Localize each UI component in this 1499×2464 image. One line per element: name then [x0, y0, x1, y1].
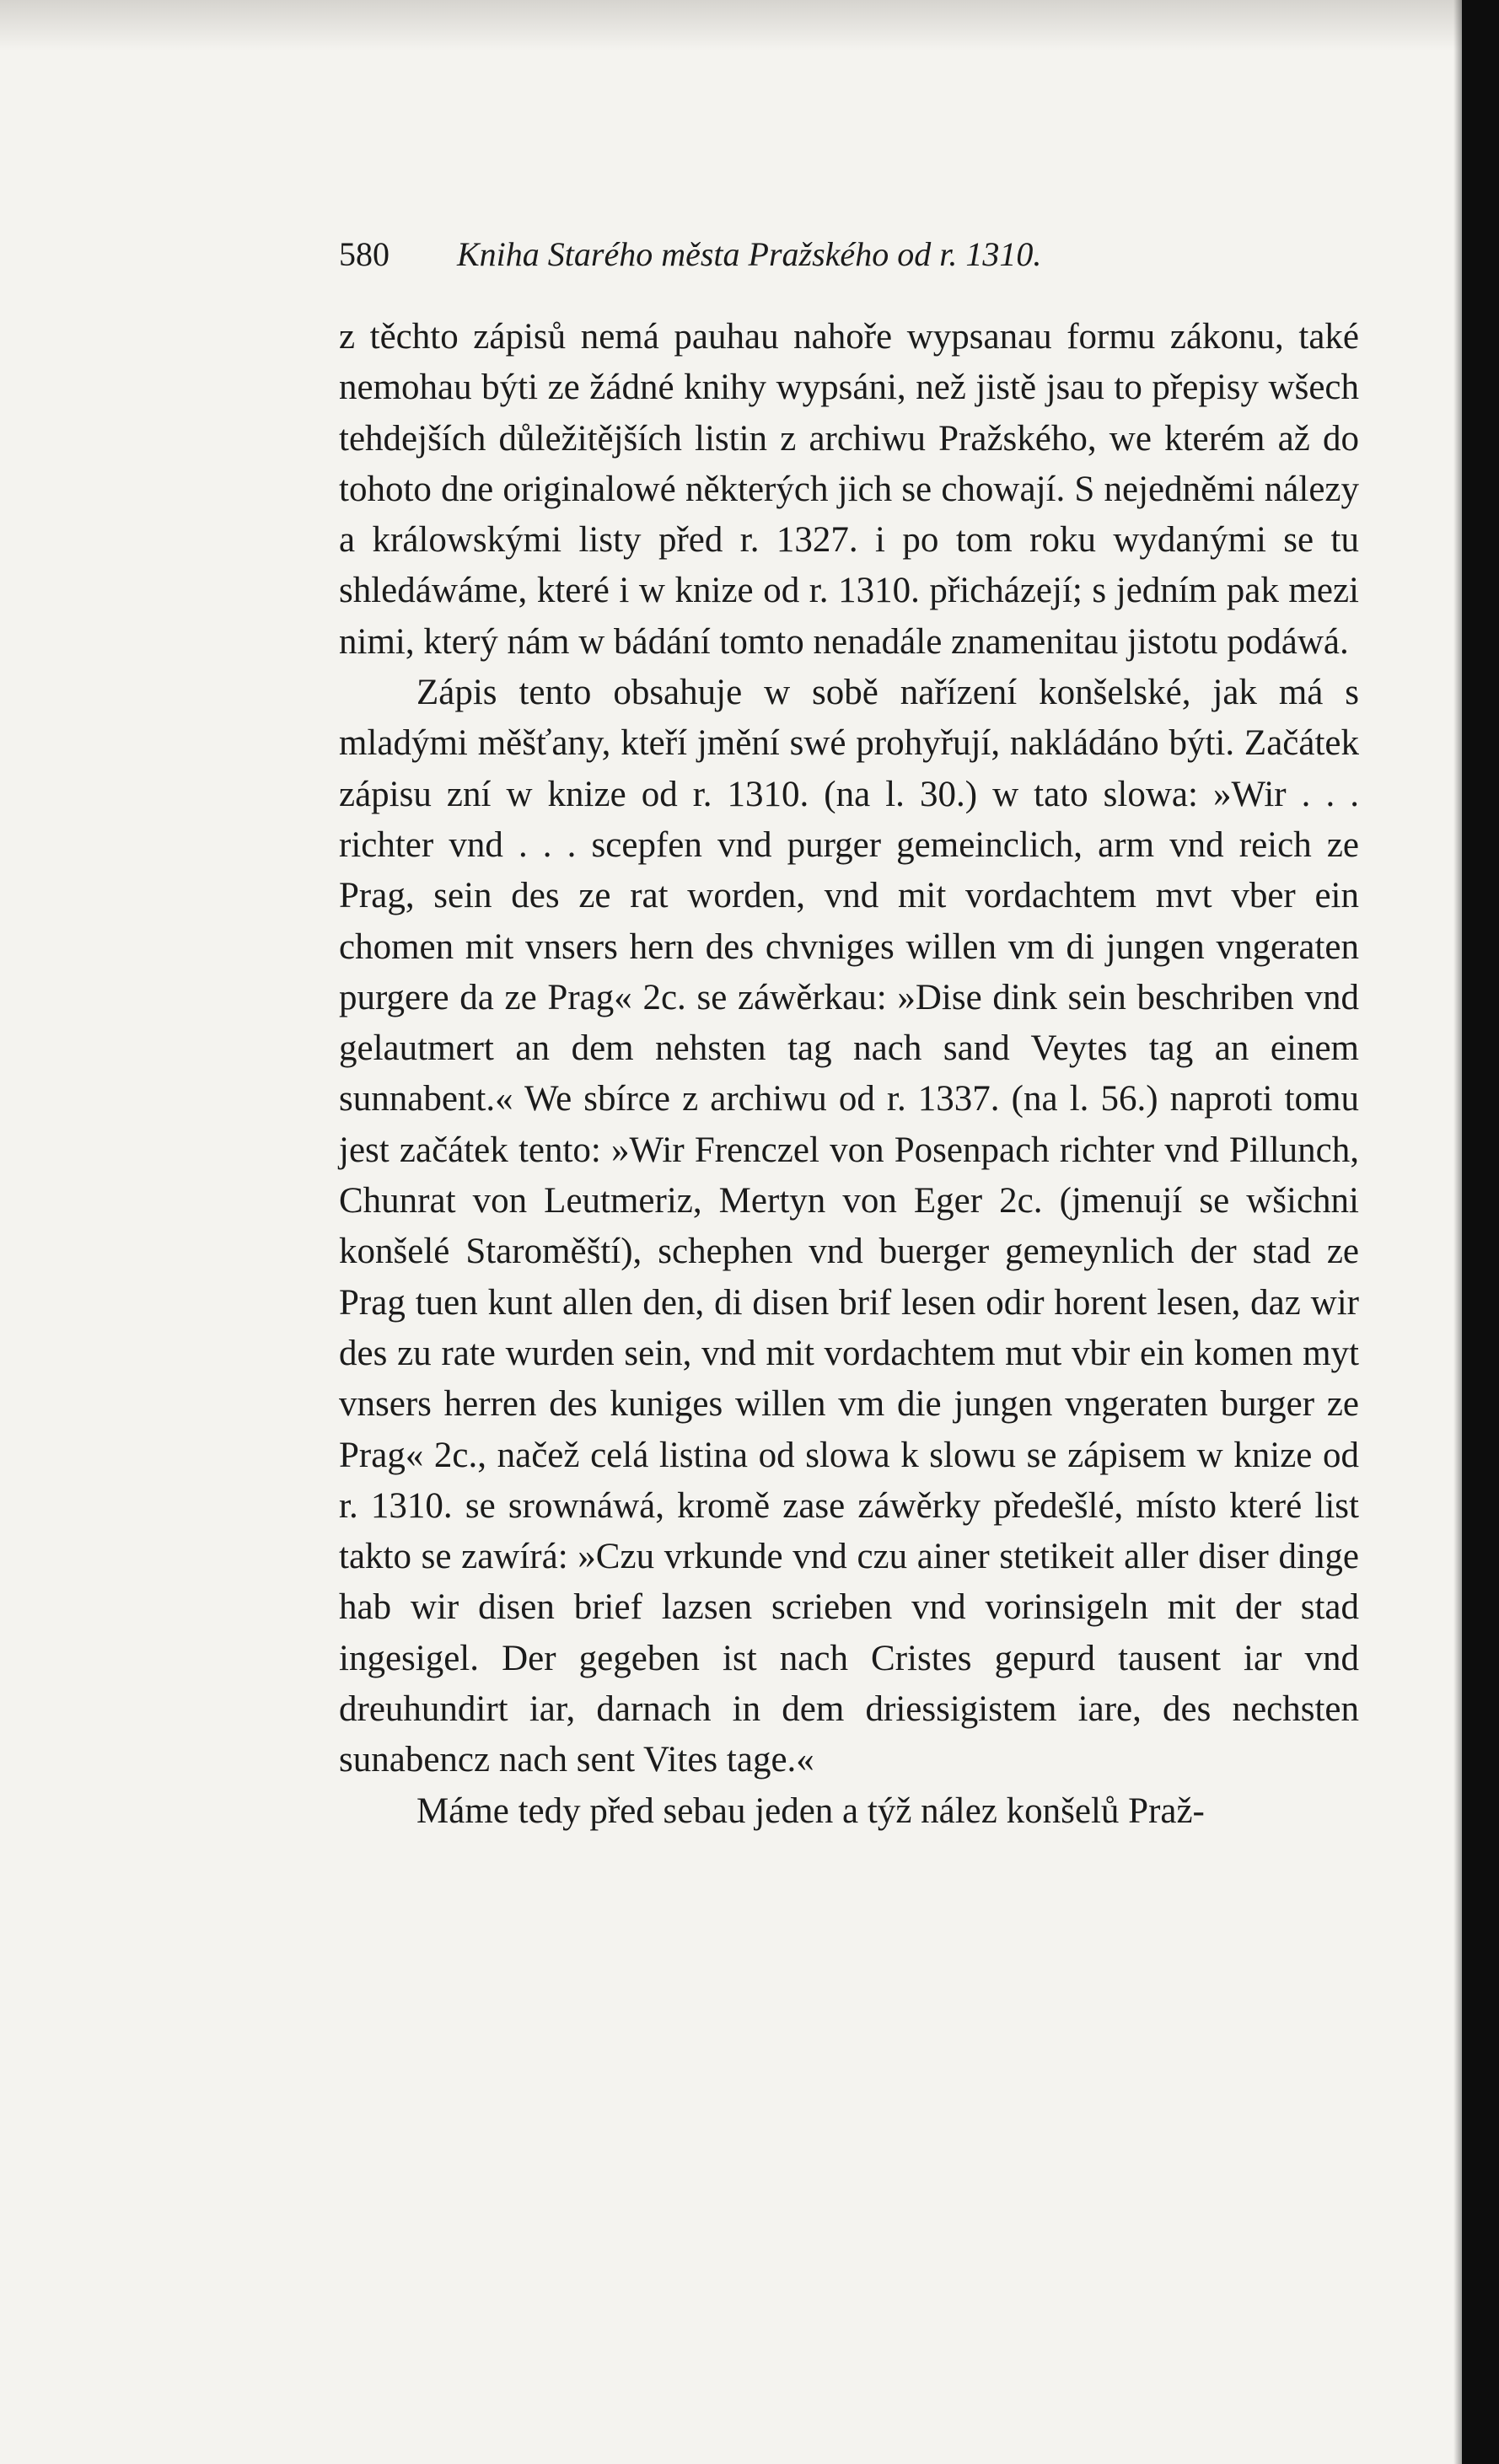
- book-page: [339, 234, 1359, 1837]
- page-header: [339, 234, 1359, 295]
- paragraph-1: z těchto zápisů nemá pauhau nahoře wypsanau formu zákonu, také nemohau býti ze žádné knihy wypsáni, než jistě jsau to přepisy wšech tehdejších důležitějších listin z archiwu Pražského, we kterém až do tohoto dne originalowé některých jich se chowají. S nejedněmi nálezy a králowskými listy před r. 1327. i po tom roku wydanými se tu shledáwáme, které i w knize od r. 1310. přicházejí; s jedním pak mezi nimi, který nám w bádání tomto nenadále znamenitau jistotu podáwá.: [339, 317, 1359, 662]
- running-title: Kniha Starého města Pražského od r. 1310.: [457, 235, 1042, 273]
- body-text: [339, 312, 1359, 1837]
- scan-border-right: [1462, 0, 1499, 2464]
- scan-shadow-top: [0, 0, 1499, 51]
- paragraph-3: Máme tedy před sebau jeden a týž nález konšelů Praž-: [416, 1790, 1205, 1831]
- page-number: 580: [339, 235, 390, 273]
- paragraph-2: Zápis tento obsahuje w sobě nařízení konšelské, jak má s mladými měšťany, kteří jmění swé prohyřují, nakládáno býti. Začátek zápisu zní w knize od r. 1310. (na l. 30.) w tato slowa: »Wir . . . richter vnd . . . scepfen vnd purger gemeinclich, arm vnd reich ze Prag, sein des ze rat worden, vnd mit vordachtem mvt vber ein chomen mit vnsers hern des chvniges willen vm di jungen vngeraten purgere da ze Prag« 2c. se záwěrkau: »Dise dink sein beschriben vnd gelautmert an dem nehsten tag nach sand Veytes tag an einem sunnabent.« We sbírce z archiwu od r. 1337. (na l. 56.) naproti tomu jest začátek tento: »Wir Frenczel von Posenpach richter vnd Pillunch, Chunrat von Leutmeriz, Mertyn von Eger 2c. (jmenují se wšichni konšelé Staroměští), schephen vnd buerger gemeynlich der stad ze Prag tuen kunt allen den, di disen brif lesen odir horent lesen, daz wir des zu rate wurden sein, vnd mit vordachtem mut vbir ein komen myt vnsers herren des kuniges willen vm die jungen vngeraten burger ze Prag« 2c., načež celá listina od slowa k slowu se zápisem w knize od r. 1310. se srownáwá, kromě zase záwěrky předešlé, místo které list takto se zawírá: »Czu vrkunde vnd czu ainer stetikeit aller diser dinge hab wir disen brief lazsen scrieben vnd vorinsigeln mit der stad ingesigel. Der gegeben ist nach Cristes gepurd tausent iar vnd dreuhundirt iar, darnach in dem driessigistem iare, des nechsten sunabencz nach sent Vites tage.«: [339, 673, 1359, 1780]
- scan-shadow-right: [1453, 0, 1462, 2464]
